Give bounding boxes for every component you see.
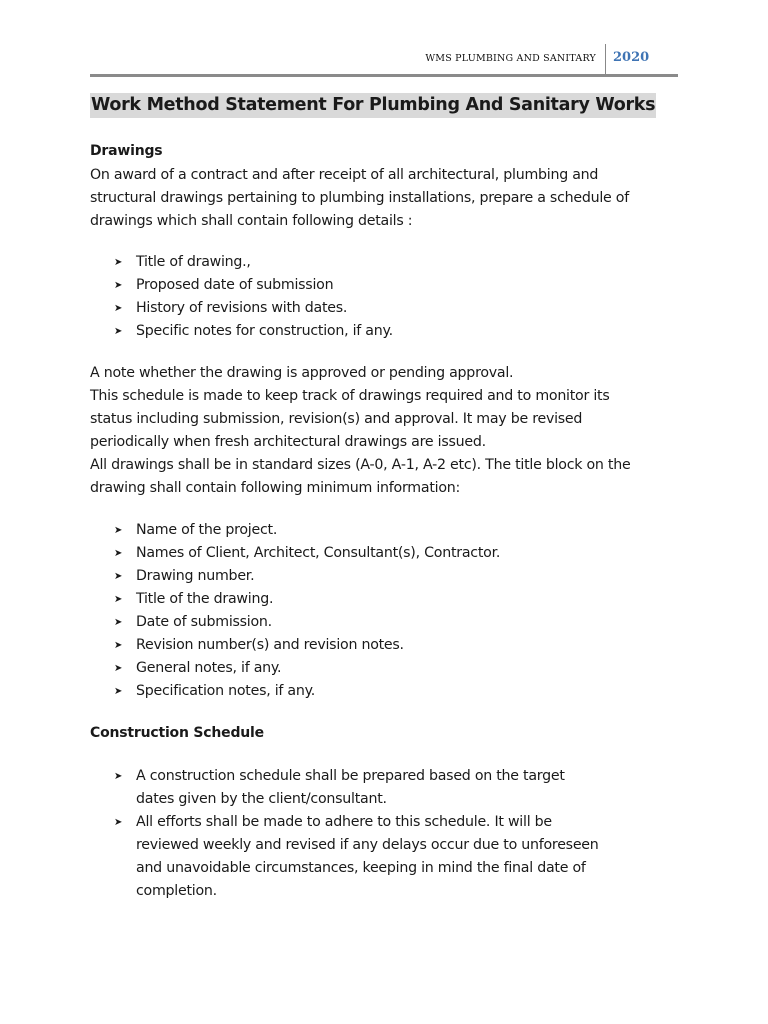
arrow-bullet-icon: ➤ bbox=[114, 257, 123, 268]
list-item bbox=[112, 657, 500, 680]
document-title-block bbox=[90, 93, 656, 118]
list-item-text: Title of drawing., bbox=[136, 254, 251, 270]
text-line: On award of a contract and after receipt of all architectural, plumbing and bbox=[90, 167, 599, 183]
drawings-body bbox=[90, 362, 690, 500]
arrow-bullet-icon: ➤ bbox=[114, 617, 123, 628]
list-item bbox=[112, 634, 500, 657]
list-item-text: Names of Client, Architect, Consultant(s), Contractor. bbox=[136, 545, 501, 561]
list-item-text: reviewed weekly and revised if any delays occur due to unforeseen bbox=[136, 837, 599, 853]
list-item bbox=[112, 588, 500, 611]
list-item bbox=[112, 320, 393, 343]
list-item-text: dates given by the client/consultant. bbox=[136, 791, 387, 807]
list-item-text: Name of the project. bbox=[136, 522, 278, 538]
text-line: structural drawings pertaining to plumbing installations, prepare a schedule of bbox=[90, 190, 629, 206]
list-item-text: Revision number(s) and revision notes. bbox=[136, 637, 404, 653]
section-heading-drawings: Drawings bbox=[90, 143, 163, 159]
list-item-text: Date of submission. bbox=[136, 614, 272, 630]
list-item bbox=[112, 274, 393, 297]
arrow-bullet-icon: ➤ bbox=[114, 771, 123, 782]
arrow-bullet-icon: ➤ bbox=[114, 686, 123, 697]
list-item-text: Specification notes, if any. bbox=[136, 683, 315, 699]
list-item-text: Proposed date of submission bbox=[136, 277, 334, 293]
text-line: A note whether the drawing is approved or pending approval. bbox=[90, 365, 514, 381]
arrow-bullet-icon: ➤ bbox=[114, 303, 123, 314]
header-divider bbox=[605, 44, 606, 74]
arrow-bullet-icon: ➤ bbox=[114, 663, 123, 674]
list-item bbox=[112, 297, 393, 320]
arrow-bullet-icon: ➤ bbox=[114, 594, 123, 605]
construction-schedule-list bbox=[112, 765, 599, 903]
list-item-text: and unavoidable circumstances, keeping in mind the final date of bbox=[136, 860, 586, 876]
text-line: This schedule is made to keep track of drawings required and to monitor its bbox=[90, 388, 610, 404]
arrow-bullet-icon: ➤ bbox=[114, 548, 123, 559]
header-year: 2020 bbox=[613, 50, 650, 65]
list-item bbox=[112, 542, 500, 565]
text-line: All drawings shall be in standard sizes (A-0, A-1, A-2 etc). The title block on the bbox=[90, 457, 631, 473]
arrow-bullet-icon: ➤ bbox=[114, 326, 123, 337]
document-title: Work Method Statement For Plumbing And Sanitary Works bbox=[90, 93, 656, 118]
arrow-bullet-icon: ➤ bbox=[114, 817, 123, 828]
list-item-text: History of revisions with dates. bbox=[136, 300, 348, 316]
text-line: status including submission, revision(s) and approval. It may be revised bbox=[90, 411, 583, 427]
list-item bbox=[112, 519, 500, 542]
drawings-intro bbox=[90, 164, 690, 233]
arrow-bullet-icon: ➤ bbox=[114, 640, 123, 651]
arrow-bullet-icon: ➤ bbox=[114, 525, 123, 536]
list-item-text: A construction schedule shall be prepared based on the target bbox=[136, 768, 565, 784]
section-heading-construction-schedule: Construction Schedule bbox=[90, 725, 264, 741]
list-item bbox=[112, 765, 599, 811]
list-item-text: Specific notes for construction, if any. bbox=[136, 323, 393, 339]
page-header bbox=[90, 44, 678, 77]
list-item bbox=[112, 680, 500, 703]
list-item-text: All efforts shall be made to adhere to this schedule. It will be bbox=[136, 814, 552, 830]
title-block-list bbox=[112, 519, 500, 703]
list-item-text: General notes, if any. bbox=[136, 660, 282, 676]
list-item-text: Drawing number. bbox=[136, 568, 255, 584]
text-line: periodically when fresh architectural drawings are issued. bbox=[90, 434, 486, 450]
list-item bbox=[112, 811, 599, 903]
header-title: WMS PLUMBING AND SANITARY bbox=[425, 53, 596, 64]
list-item-text: completion. bbox=[136, 883, 217, 899]
text-line: drawing shall contain following minimum information: bbox=[90, 480, 461, 496]
list-item-text: Title of the drawing. bbox=[136, 591, 274, 607]
text-line: drawings which shall contain following details : bbox=[90, 213, 413, 229]
list-item bbox=[112, 611, 500, 634]
arrow-bullet-icon: ➤ bbox=[114, 571, 123, 582]
arrow-bullet-icon: ➤ bbox=[114, 280, 123, 291]
list-item bbox=[112, 565, 500, 588]
drawing-details-list bbox=[112, 251, 393, 343]
list-item bbox=[112, 251, 393, 274]
